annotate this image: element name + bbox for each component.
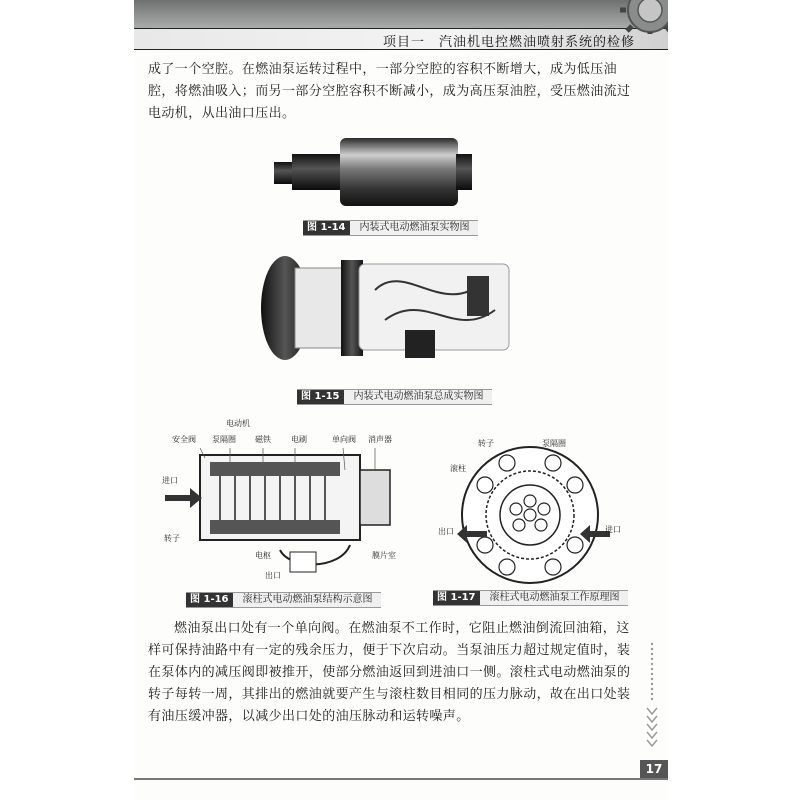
diagram-label: 电刷 (291, 435, 307, 444)
diagram-label: 膜片室 (372, 551, 396, 560)
diagram-label: 电枢 (255, 551, 271, 560)
gear-icon (612, 0, 668, 34)
fuel-pump-assembly-photo (255, 250, 535, 375)
diagram-label: 泵隔圈 (212, 435, 236, 444)
figure-number: 图 1-16 (186, 593, 233, 607)
diagram-label: 出口 (265, 571, 281, 580)
diagram-label: 泵隔圈 (542, 439, 566, 448)
chevron-decoration-icon (646, 640, 658, 760)
footer-rule (134, 778, 668, 780)
roller-pump-principle-diagram (455, 445, 625, 585)
diagram-label: 出口 (438, 527, 454, 536)
diagram-label: 转子 (164, 534, 180, 543)
diagram-label: 进口 (162, 476, 178, 485)
figure-title: 滚柱式电动燃油泵结构示意图 (242, 594, 373, 605)
body-paragraph: 成了一个空腔。在燃油泵运转过程中，一部分空腔的容积不断增大，成为低压油腔，将燃油吸入；而另一部分空腔容积不断减小，成为高压泵油腔，受压燃油流过电动机，从出油口压出。 (148, 62, 631, 121)
diagram-label: 安全阀 (172, 435, 196, 444)
body-paragraph: 燃油泵出口处有一个单向阀。在燃油泵不工作时，它阻止燃油倒流回油箱，这样可保持油路中有一定的残余压力，便于下次启动。当泵油压力超过规定值时，装在泵体内的减压阀即被推开，使部分燃油返回到进油口一侧。滚柱式电动燃油泵的转子每转一周，其排出的燃油就要产生与滚柱数目相同的压力脉动，故在出口处装有油压缓冲器，以减少出口处的油压脉动和运转噪声。 (148, 621, 631, 724)
figure-caption (186, 592, 381, 608)
diagram-label: 转子 (478, 439, 494, 448)
diagram-label: 消声器 (368, 435, 392, 444)
page-number: 17 (640, 760, 668, 778)
diagram-label: 单向阀 (332, 435, 356, 444)
figure-caption (303, 220, 478, 236)
figure-title: 滚柱式电动燃油泵工作原理图 (489, 592, 620, 603)
diagram-label: 进口 (605, 525, 621, 534)
figure-number: 图 1-15 (297, 390, 344, 404)
header-title: 项目一 汽油机电控燃油喷射系统的检修 (382, 35, 635, 50)
figure-caption (297, 389, 492, 405)
figure-caption (433, 590, 628, 606)
figure-title: 内装式电动燃油泵总成实物图 (353, 391, 484, 402)
diagram-label: 磁铁 (255, 435, 271, 444)
figure-number: 图 1-14 (303, 221, 350, 235)
figure-number: 图 1-17 (433, 591, 480, 605)
fuel-pump-photo (262, 132, 482, 212)
figure-title: 内装式电动燃油泵实物图 (359, 222, 470, 233)
diagram-label: 电动机 (226, 419, 250, 428)
diagram-label: 滚柱 (450, 464, 466, 473)
